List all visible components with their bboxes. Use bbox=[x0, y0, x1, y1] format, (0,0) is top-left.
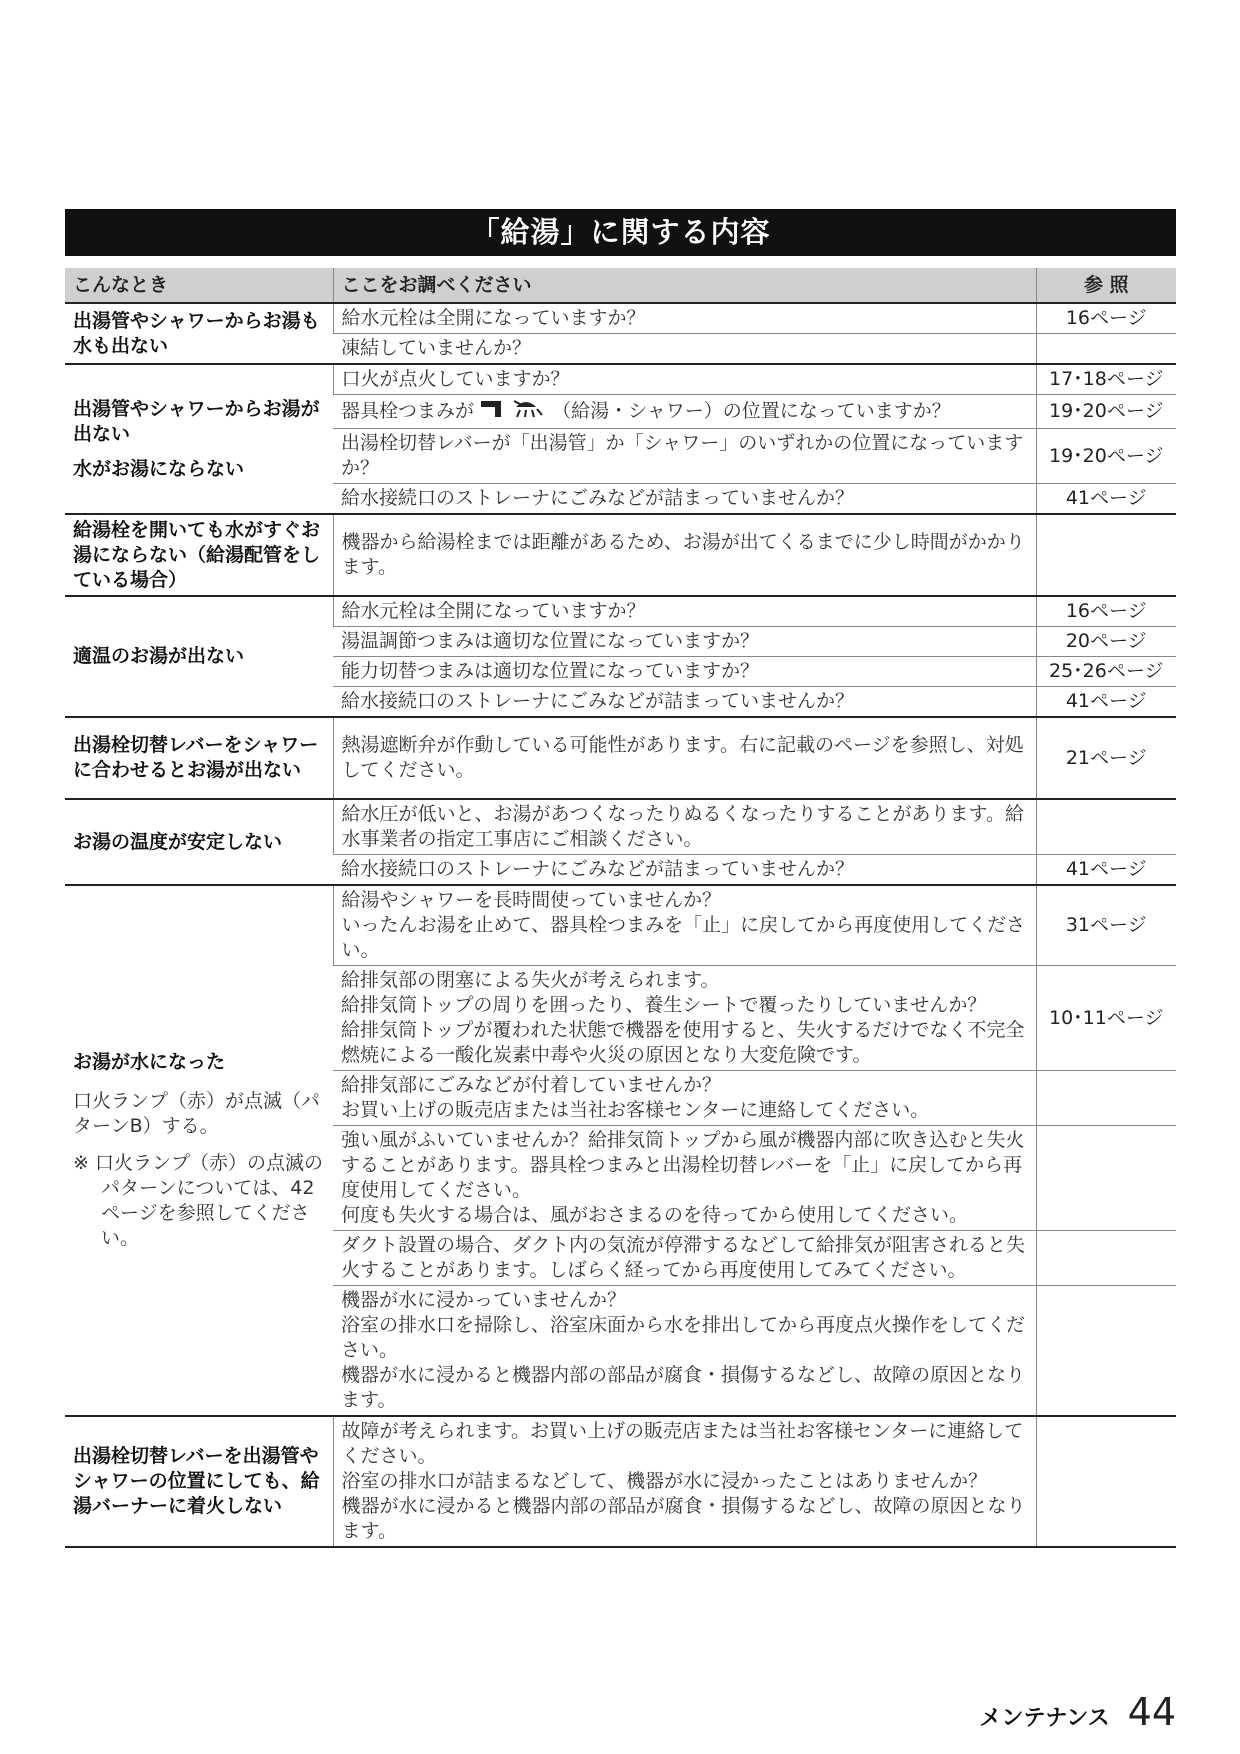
check-cell: ダクト設置の場合、ダクト内の気流が停滞するなどして給排気が阻害されると失火することがあります。しばらく経ってから再度使用してみてください。 bbox=[333, 1231, 1036, 1286]
condition-cell: お湯の温度が安定しない bbox=[65, 799, 333, 885]
reference-cell: 19･20ページ bbox=[1036, 429, 1176, 484]
check-cell: 機器から給湯栓までは距離があるため、お湯が出てくるまでに少し時間がかかります。 bbox=[333, 514, 1036, 596]
reference-cell: 41ページ bbox=[1036, 855, 1176, 886]
reference-cell: 21ページ bbox=[1036, 717, 1176, 799]
condition-cell: 出湯管やシャワーからお湯が出ない 水がお湯にならない bbox=[65, 364, 333, 514]
faucet-icon bbox=[480, 398, 506, 425]
reference-cell: 25･26ページ bbox=[1036, 657, 1176, 687]
reference-cell bbox=[1036, 1286, 1176, 1417]
reference-cell bbox=[1036, 1126, 1176, 1231]
reference-cell: 41ページ bbox=[1036, 687, 1176, 718]
reference-cell: 16ページ bbox=[1036, 596, 1176, 627]
condition-cell: 給湯栓を開いても水がすぐお湯にならない（給湯配管をしている場合） bbox=[65, 514, 333, 596]
table-row bbox=[65, 596, 1176, 627]
reference-cell: 19･20ページ bbox=[1036, 395, 1176, 429]
check-cell: 給水接続口のストレーナにごみなどが詰まっていませんか？ bbox=[333, 687, 1036, 718]
check-cell: 給湯やシャワーを長時間使っていませんか？ いったんお湯を止めて、器具栓つまみを「止」に戻してから再度使用してください。 bbox=[333, 885, 1036, 966]
table-row bbox=[65, 1416, 1176, 1547]
header-reference: 参 照 bbox=[1036, 268, 1176, 303]
check-cell: 凍結していませんか？ bbox=[333, 334, 1036, 365]
check-cell: 給水元栓は全開になっていますか？ bbox=[333, 596, 1036, 627]
page-number: 44 bbox=[1127, 1690, 1176, 1734]
reference-cell bbox=[1036, 1231, 1176, 1286]
table-row bbox=[65, 514, 1176, 596]
table-row bbox=[65, 885, 1176, 966]
troubleshooting-table bbox=[65, 268, 1176, 1548]
check-cell: 口火が点火していますか？ bbox=[333, 364, 1036, 395]
header-check: ここをお調べください bbox=[333, 268, 1036, 303]
condition-cell: 適温のお湯が出ない bbox=[65, 596, 333, 717]
condition-cell: 出湯管やシャワーからお湯も水も出ない bbox=[65, 303, 333, 364]
reference-cell: 31ページ bbox=[1036, 885, 1176, 966]
check-cell: 故障が考えられます。お買い上げの販売店または当社お客様センターに連絡してください。 浴室の排水口が詰まるなどして、機器が水に浸かったことはありませんか？ 機器が水に浸かると機器内部の部品が腐食・損傷するなどし、故障の原因となります。 bbox=[333, 1416, 1036, 1547]
reference-cell: 10･11ページ bbox=[1036, 966, 1176, 1071]
condition-note: ※ 口火ランプ（赤）の点滅のパターンについては、42 ページを参照してください。 bbox=[73, 1152, 323, 1249]
table-row bbox=[65, 364, 1176, 395]
reference-cell bbox=[1036, 514, 1176, 596]
check-cell: 給排気部の閉塞による失火が考えられます。 給排気筒トップの周りを囲ったり、養生シートで覆ったりしていませんか？ 給排気筒トップが覆われた状態で機器を使用すると、失火するだけでなく不完全燃焼による一酸化炭素中毒や火災の原因となり大変危険です。 bbox=[333, 966, 1036, 1071]
section-title-banner: 「給湯」に関する内容 bbox=[65, 209, 1176, 256]
shower-icon bbox=[512, 397, 546, 426]
table-row bbox=[65, 799, 1176, 855]
check-cell: 熱湯遮断弁が作動している可能性があります。右に記載のページを参照し、対処してください。 bbox=[333, 717, 1036, 799]
check-cell: 出湯栓切替レバーが「出湯管」か「シャワー」のいずれかの位置になっていますか？ bbox=[333, 429, 1036, 484]
check-cell: 能力切替つまみは適切な位置になっていますか？ bbox=[333, 657, 1036, 687]
reference-cell bbox=[1036, 1416, 1176, 1547]
condition-cell: 出湯栓切替レバーを出湯管やシャワーの位置にしても、給湯バーナーに着火しない bbox=[65, 1416, 333, 1547]
check-cell: 器具栓つまみが （給湯・シャワー）の位置になっていますか？ bbox=[333, 395, 1036, 429]
check-cell: 給水元栓は全開になっていますか？ bbox=[333, 303, 1036, 334]
reference-cell bbox=[1036, 1071, 1176, 1126]
condition-sub-text: 口火ランプ（赤）が点滅（パターンB）する。 bbox=[73, 1090, 321, 1137]
check-cell: 機器が水に浸かっていませんか？ 浴室の排水口を掃除し、浴室床面から水を排出してから再度点火操作をしてください。 機器が水に浸かると機器内部の部品が腐食・損傷するなどし、故障の原因となります。 bbox=[333, 1286, 1036, 1417]
check-cell: 給水接続口のストレーナにごみなどが詰まっていませんか？ bbox=[333, 855, 1036, 886]
table-header-row bbox=[65, 268, 1176, 303]
condition-cell: 出湯栓切替レバーをシャワーに合わせるとお湯が出ない bbox=[65, 717, 333, 799]
reference-cell: 20ページ bbox=[1036, 627, 1176, 657]
check-cell: 給水圧が低いと、お湯があつくなったりぬるくなったりすることがあります。給水事業者の指定工事店にご相談ください。 bbox=[333, 799, 1036, 855]
table-row bbox=[65, 717, 1176, 799]
reference-cell: 17･18ページ bbox=[1036, 364, 1176, 395]
check-cell: 給水接続口のストレーナにごみなどが詰まっていませんか？ bbox=[333, 484, 1036, 515]
footer-section-label: メンテナンス bbox=[979, 1706, 1110, 1731]
reference-cell: 41ページ bbox=[1036, 484, 1176, 515]
page-footer bbox=[979, 1690, 1176, 1734]
reference-cell: 16ページ bbox=[1036, 303, 1176, 334]
condition-cell: お湯が水になった 口火ランプ（赤）が点滅（パターンB）する。 ※ 口火ランプ（赤）の点滅のパターンについては、42 ページを参照してください。 bbox=[65, 885, 333, 1416]
reference-cell bbox=[1036, 799, 1176, 855]
check-cell: 強い風がふいていませんか？給排気筒トップから風が機器内部に吹き込むと失火することがあります。器具栓つまみと出湯栓切替レバーを「止」に戻してから再度使用してください。 何度も失火する場合は、風がおさまるのを待ってから使用してください。 bbox=[333, 1126, 1036, 1231]
table-row bbox=[65, 303, 1176, 334]
check-cell: 湯温調節つまみは適切な位置になっていますか？ bbox=[333, 627, 1036, 657]
header-condition: こんなとき bbox=[65, 268, 333, 303]
reference-cell bbox=[1036, 334, 1176, 365]
check-cell: 給排気部にごみなどが付着していませんか？ お買い上げの販売店または当社お客様センターに連絡してください。 bbox=[333, 1071, 1036, 1126]
